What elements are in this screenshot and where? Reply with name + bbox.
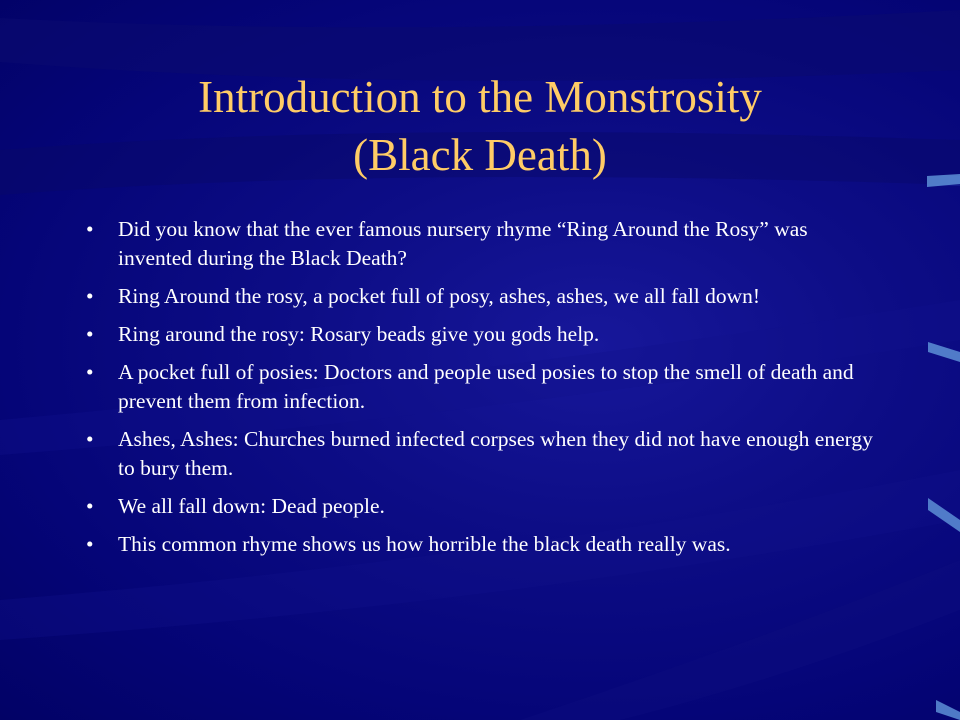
bullet-item [80,320,880,349]
bullet-icon: • [86,494,94,518]
bullet-icon: • [86,284,94,308]
bullet-item [80,425,880,483]
bullet-text: A pocket full of posies: Doctors and people used posies to stop the smell of death and prevent them from infection. [118,360,854,413]
bullet-item [80,215,880,273]
bullet-text: Ashes, Ashes: Churches burned infected corpses when they did not have enough energy to bury them. [118,427,873,480]
bullet-list [80,215,880,568]
bullet-item [80,282,880,311]
right-edge-accent [928,342,960,362]
bullet-item [80,492,880,521]
bullet-icon: • [86,427,94,451]
bullet-item [80,358,880,416]
bullet-text: We all fall down: Dead people. [118,494,385,518]
slide-title-line-2: (Black Death) [353,130,607,180]
bullet-text: Did you know that the ever famous nursery rhyme “Ring Around the Rosy” was invented during the Black Death? [118,217,808,270]
background-stripe [520,560,960,720]
bullet-icon: • [86,360,94,384]
slide-title-line-1: Introduction to the Monstrosity [198,72,762,122]
bullet-item [80,530,880,559]
right-edge-accent [936,700,960,720]
bullet-icon: • [86,322,94,346]
slide-title [80,68,880,184]
bullet-icon: • [86,217,94,241]
bullet-icon: • [86,532,94,556]
bullet-text: This common rhyme shows us how horrible the black death really was. [118,532,731,556]
bullet-text: Ring around the rosy: Rosary beads give you gods help. [118,322,600,346]
bullet-text: Ring Around the rosy, a pocket full of posy, ashes, ashes, we all fall down! [118,284,761,308]
